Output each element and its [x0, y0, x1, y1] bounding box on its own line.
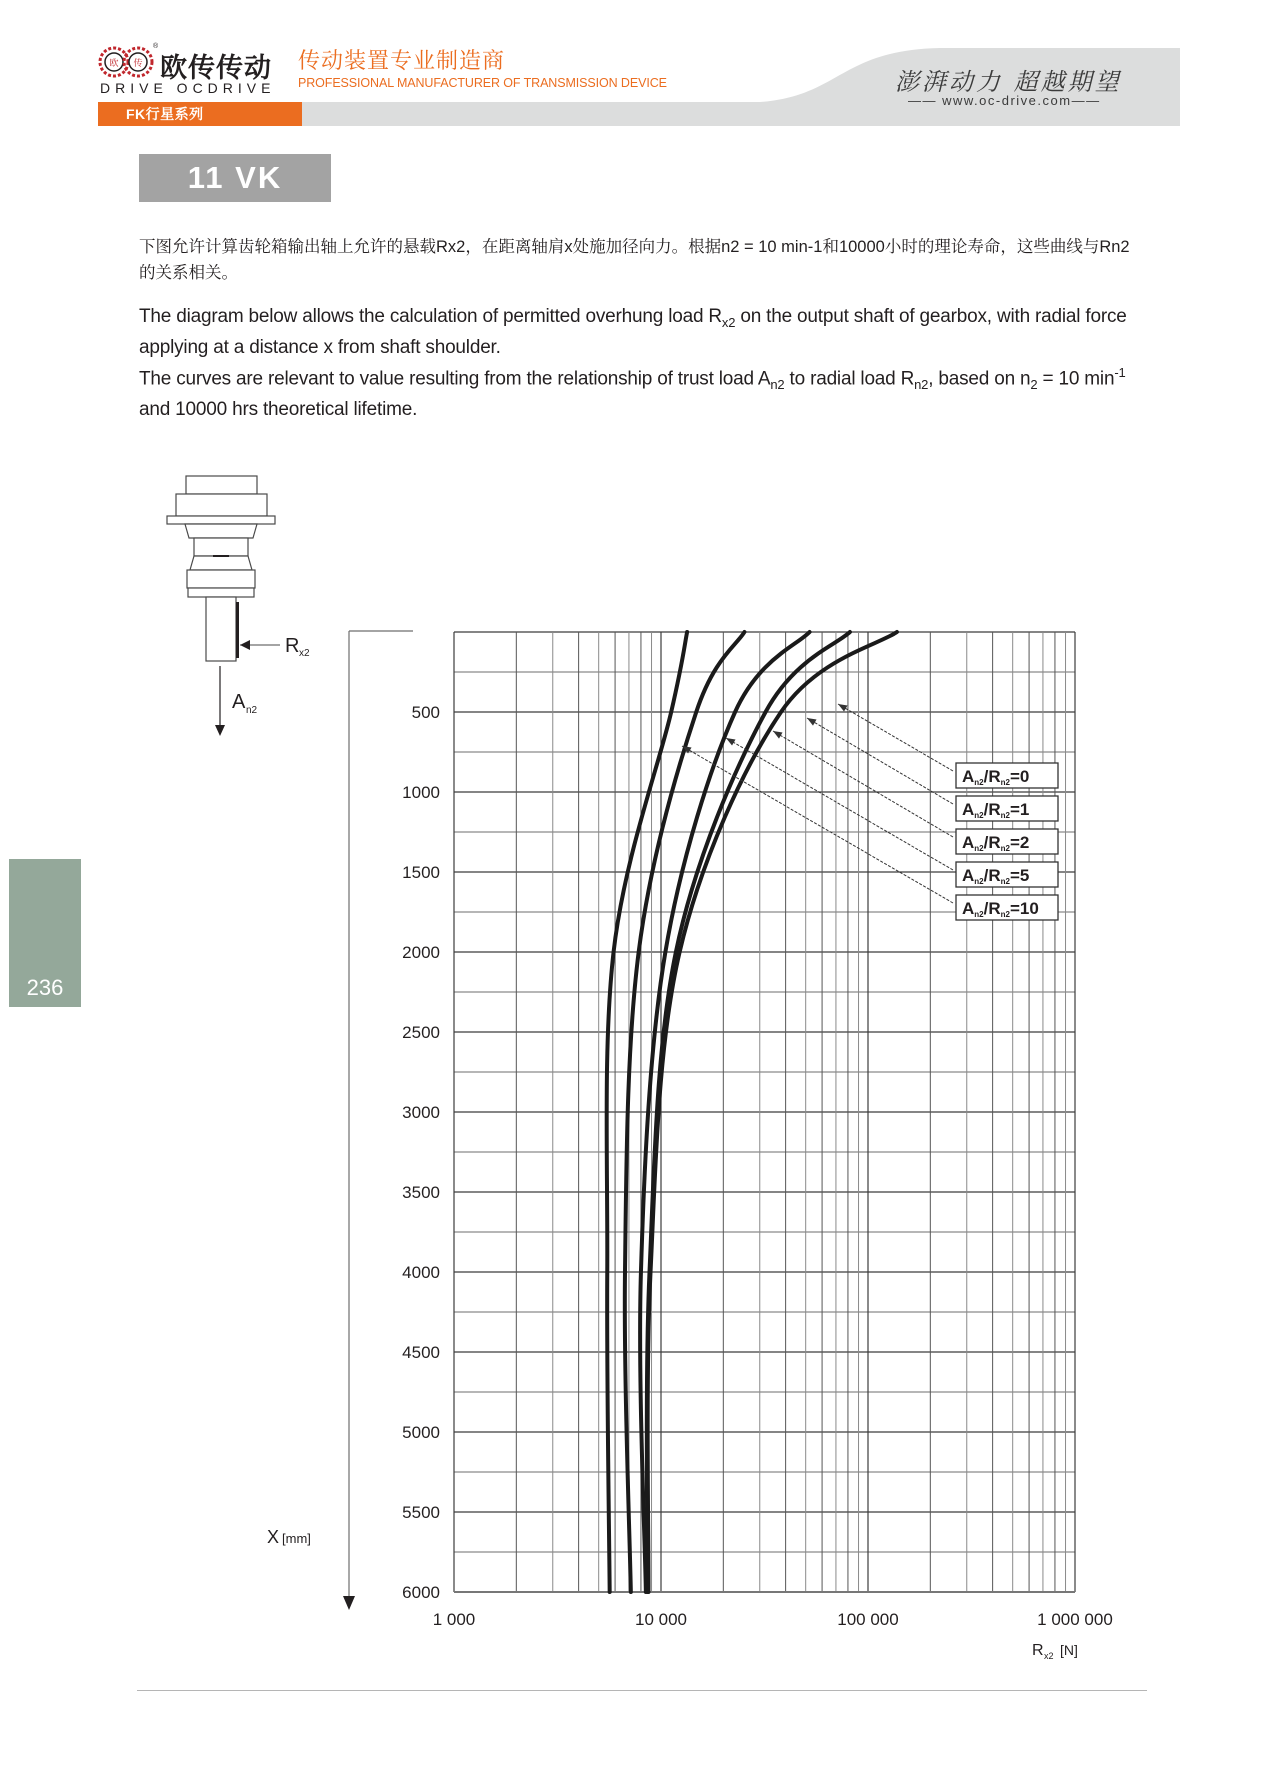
- y-tick-label: 2000: [402, 943, 440, 962]
- x-tick-label: 10 000: [635, 1610, 687, 1629]
- svg-text:An2/Rn2=5: An2/Rn2=5: [962, 866, 1030, 886]
- page-number-tab: [9, 859, 81, 1007]
- footer-divider: [137, 1690, 1147, 1691]
- y-tick-label: 1500: [402, 863, 440, 882]
- svg-text:An2/Rn2=0: An2/Rn2=0: [962, 767, 1030, 787]
- x-tick-label: 100 000: [837, 1610, 899, 1629]
- svg-text:An2/Rn2=2: An2/Rn2=2: [962, 833, 1030, 853]
- arrow-head-icon: [773, 731, 783, 739]
- description-english: The diagram below allows the calculation of permitted overhung load $R_{x2}$ on the output shaft of gearbox, with radial force applying at a distance x from shaft shoulder. The curves are relevant to value resulting from the relationship of trust load $A_{n2}$ to radial load $R_{n2}$, based on $n_2 = 10$ $\min^{-1}$ and 10000 hrs theoretical lifetime.: [139, 306, 1127, 420]
- svg-text:x2: x2: [299, 648, 310, 659]
- y-tick-label: 3000: [402, 1103, 440, 1122]
- x-tick-label: 1 000 000: [1037, 1610, 1113, 1629]
- svg-text:[mm]: [mm]: [282, 1531, 311, 1546]
- y-tick-label: 5500: [402, 1503, 440, 1522]
- arrow-head-icon: [726, 738, 736, 746]
- svg-text:欧: 欧: [109, 58, 119, 68]
- series-tab: FK行星系列: [98, 102, 302, 126]
- slogan: 澎湃动力 超越期望: [895, 68, 1122, 96]
- page-number: 236: [26, 975, 64, 1000]
- svg-text:An2/Rn2=10: An2/Rn2=10: [962, 899, 1039, 919]
- leader-arrow: [773, 731, 953, 837]
- svg-text:R: R: [285, 635, 300, 657]
- svg-text:x2: x2: [1044, 1651, 1054, 1661]
- y-tick-label: 3500: [402, 1183, 440, 1202]
- x-tick-label: 1 000: [432, 1610, 476, 1629]
- svg-text:传: 传: [133, 58, 143, 68]
- y-tick-label: 6000: [402, 1583, 440, 1602]
- svg-text:[N]: [N]: [1060, 1642, 1078, 1658]
- y-tick-label: 4000: [402, 1263, 440, 1282]
- leader-arrow: [838, 704, 953, 771]
- arrow-head-icon: [807, 718, 817, 726]
- svg-text:A: A: [232, 691, 246, 713]
- y-tick-label: 2500: [402, 1023, 440, 1042]
- description-chinese: 下图允许计算齿轮箱输出轴上允许的悬载Rx2，在距离轴肩x处施加径向力。根据n2 = 10 min-1和10000小时的理论寿命，这些曲线与Rn2的关系相关。: [139, 238, 1130, 282]
- page-title: 11 VK: [139, 154, 331, 202]
- svg-text:An2/Rn2=1: An2/Rn2=1: [962, 800, 1030, 820]
- chart-legend: [682, 704, 1058, 920]
- y-tick-label: 500: [411, 703, 440, 722]
- x-axis-title: R: [1032, 1642, 1044, 1659]
- leader-arrow: [807, 718, 953, 804]
- website-url: —— www.oc-drive.com——: [908, 93, 1101, 108]
- y-tick-label: 4500: [402, 1343, 440, 1362]
- y-tick-label: 1000: [402, 783, 440, 802]
- arrow-head-icon: [838, 704, 848, 712]
- logo-english-name: DRIVE OCDRIVE: [100, 80, 276, 96]
- tagline-chinese: 传动装置专业制造商: [298, 48, 506, 73]
- svg-text:n2: n2: [246, 705, 258, 716]
- y-tick-label: 5000: [402, 1423, 440, 1442]
- tagline-english: PROFESSIONAL MANUFACTURER OF TRANSMISSION DEVICE: [298, 76, 667, 90]
- logo-chinese-name: 欧传传动: [160, 53, 272, 83]
- y-axis-title: X: [267, 1527, 280, 1547]
- svg-text:®: ®: [153, 43, 158, 50]
- legend-item: [838, 704, 1058, 788]
- arrow-down-icon: [343, 1596, 355, 1610]
